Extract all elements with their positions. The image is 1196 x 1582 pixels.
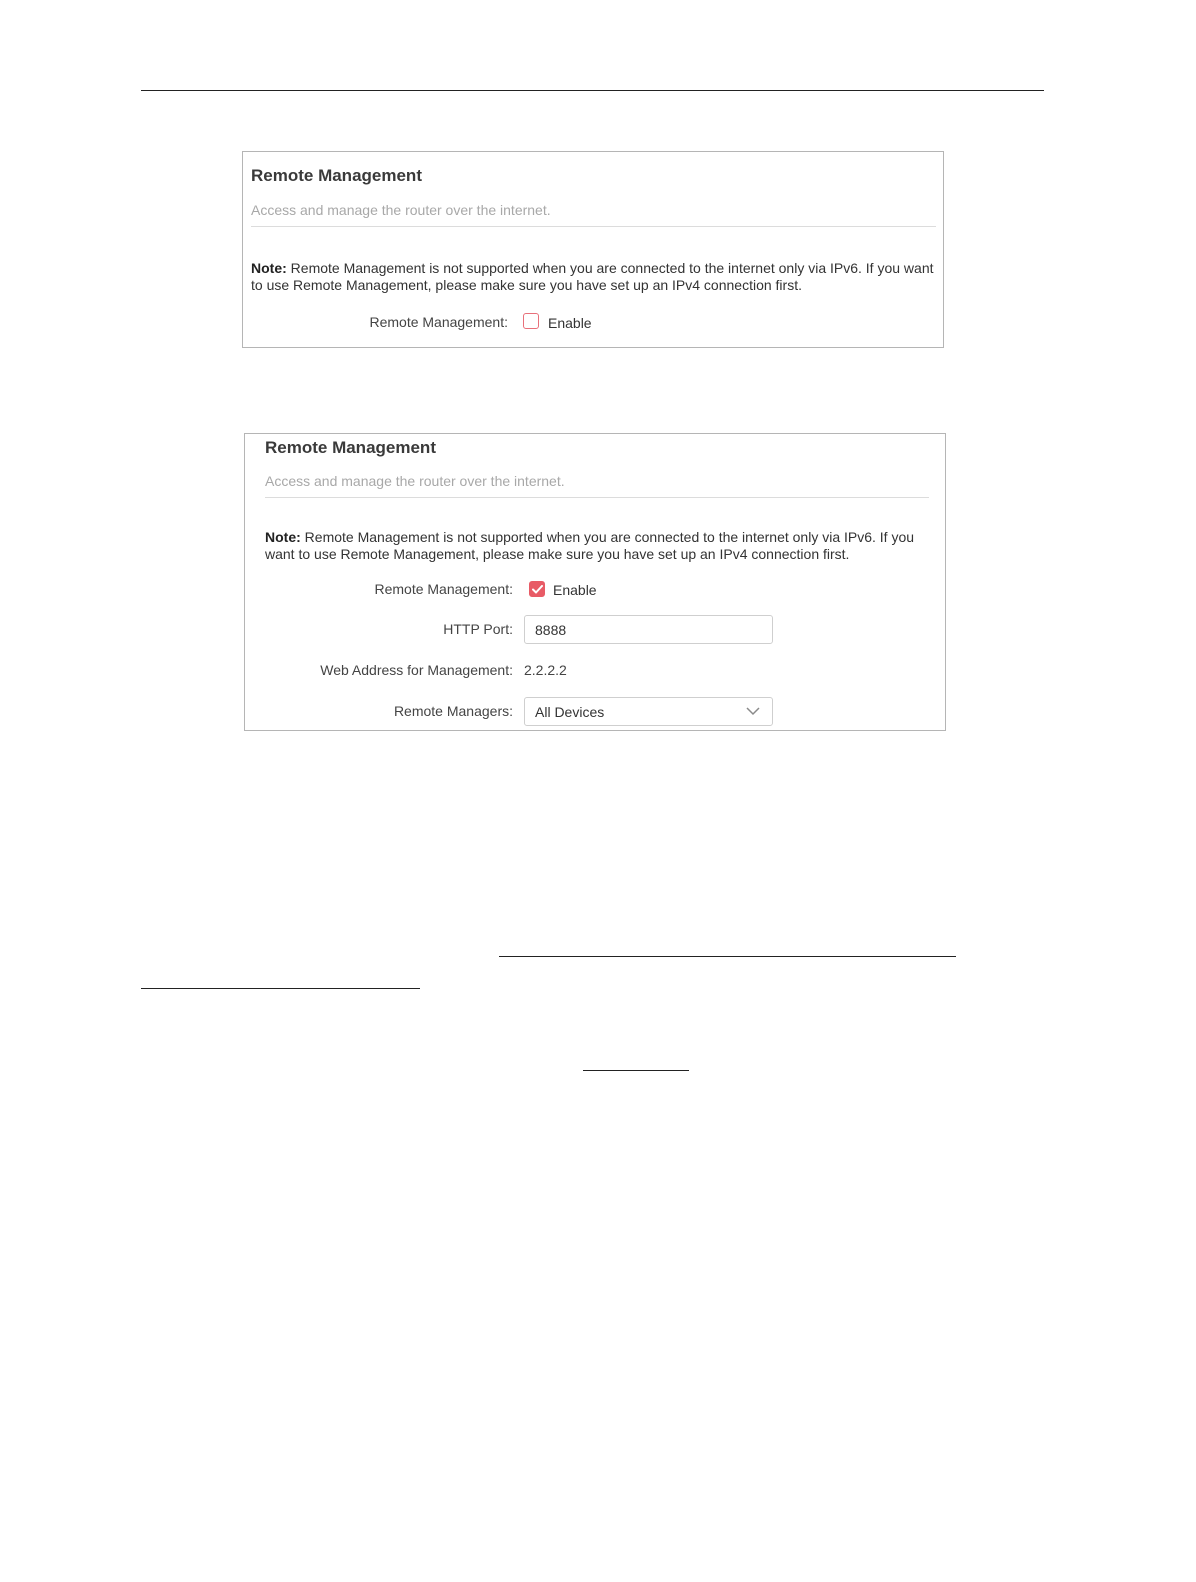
panel-title: Remote Management (251, 166, 422, 185)
panel-subtitle: Access and manage the router over the internet. (265, 473, 565, 489)
remote-management-panel-disabled (242, 151, 944, 348)
remote-managers-label: Remote Managers: (393, 703, 513, 719)
checkmark-icon (532, 585, 543, 594)
panel-subtitle: Access and manage the router over the internet. (251, 202, 551, 218)
note-label: Note: (251, 260, 287, 276)
panel-divider (265, 497, 929, 498)
remote-management-label: Remote Management: (369, 314, 508, 330)
underline-rule (141, 988, 420, 989)
http-port-label: HTTP Port: (443, 621, 513, 637)
page-header-rule (141, 90, 1044, 91)
enable-label[interactable]: Enable (553, 582, 597, 598)
note-label: Note: (265, 529, 301, 545)
note-text (251, 260, 941, 294)
remote-management-label: Remote Management: (374, 581, 513, 597)
underline-rule (499, 956, 956, 957)
remote-managers-select[interactable] (524, 697, 773, 726)
enable-checkbox[interactable] (523, 313, 539, 329)
note-text (265, 529, 935, 563)
web-address-value: 2.2.2.2 (524, 662, 567, 678)
panel-title: Remote Management (265, 438, 436, 457)
enable-checkbox[interactable] (529, 581, 545, 597)
http-port-input[interactable] (535, 622, 772, 638)
remote-managers-value: All Devices (535, 703, 605, 720)
enable-label[interactable]: Enable (548, 315, 592, 331)
note-body: Remote Management is not supported when you are connected to the internet only via IPv6. If you want to use Remote Management, please make sure you have set up an IPv4 connection first. (251, 260, 934, 293)
chevron-down-icon (746, 707, 760, 716)
remote-management-panel-enabled (244, 433, 946, 731)
note-body: Remote Management is not supported when you are connected to the internet only via IPv6. If you want to use Remote Management, please make sure you have set up an IPv4 connection first. (265, 529, 915, 562)
underline-rule (583, 1070, 689, 1071)
panel-divider (251, 226, 936, 227)
http-port-input-wrapper (524, 615, 773, 644)
web-address-label: Web Address for Management: (320, 662, 513, 678)
